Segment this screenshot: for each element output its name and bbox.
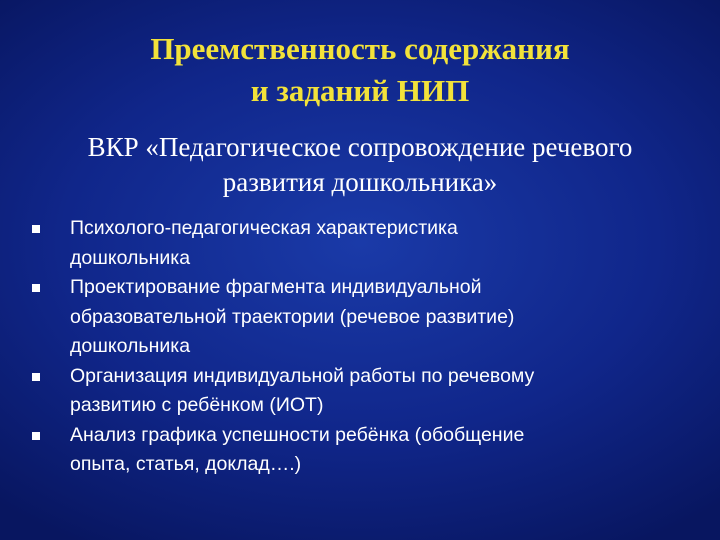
bullet-line: дошкольника [70,246,191,269]
bullet-text [70,273,690,362]
bullet-line: Анализ графика успешности ребёнка (обобщение [70,423,525,446]
bullet-item [30,421,690,480]
bullet-item [30,362,690,421]
bullet-line: опыта, статья, доклад….) [70,453,302,475]
slide-subtitle-line: ВКР «Педагогическое сопровождение речевого [87,132,633,162]
bullet-line: дошкольника [70,335,191,357]
bullet-item [30,273,690,362]
bullet-line: Проектирование фрагмента индивидуальной [70,276,482,298]
bullet-list [30,214,690,480]
bullet-line: Организация индивидуальной работы по речевому [70,364,535,387]
bullet-item [30,214,690,273]
bullet-text [70,421,690,480]
bullet-text [70,214,690,273]
square-bullet-icon [32,373,40,381]
square-bullet-icon [32,225,40,233]
bullet-line: образовательной траектории (речевое развитие) [70,305,515,328]
bullet-line: развитию с ребёнком (ИОТ) [70,394,324,416]
bullet-line: Психолого-педагогическая характеристика [70,217,458,239]
bullet-text [70,362,690,421]
slide-subtitle [20,130,700,200]
slide-title-line: и заданий НИП [250,73,470,108]
slide-title-line: Преемственность содержания [150,31,570,66]
square-bullet-icon [32,432,40,440]
slide-subtitle-line: развития дошкольника» [222,167,498,197]
slide-title [60,28,660,112]
square-bullet-icon [32,284,40,292]
